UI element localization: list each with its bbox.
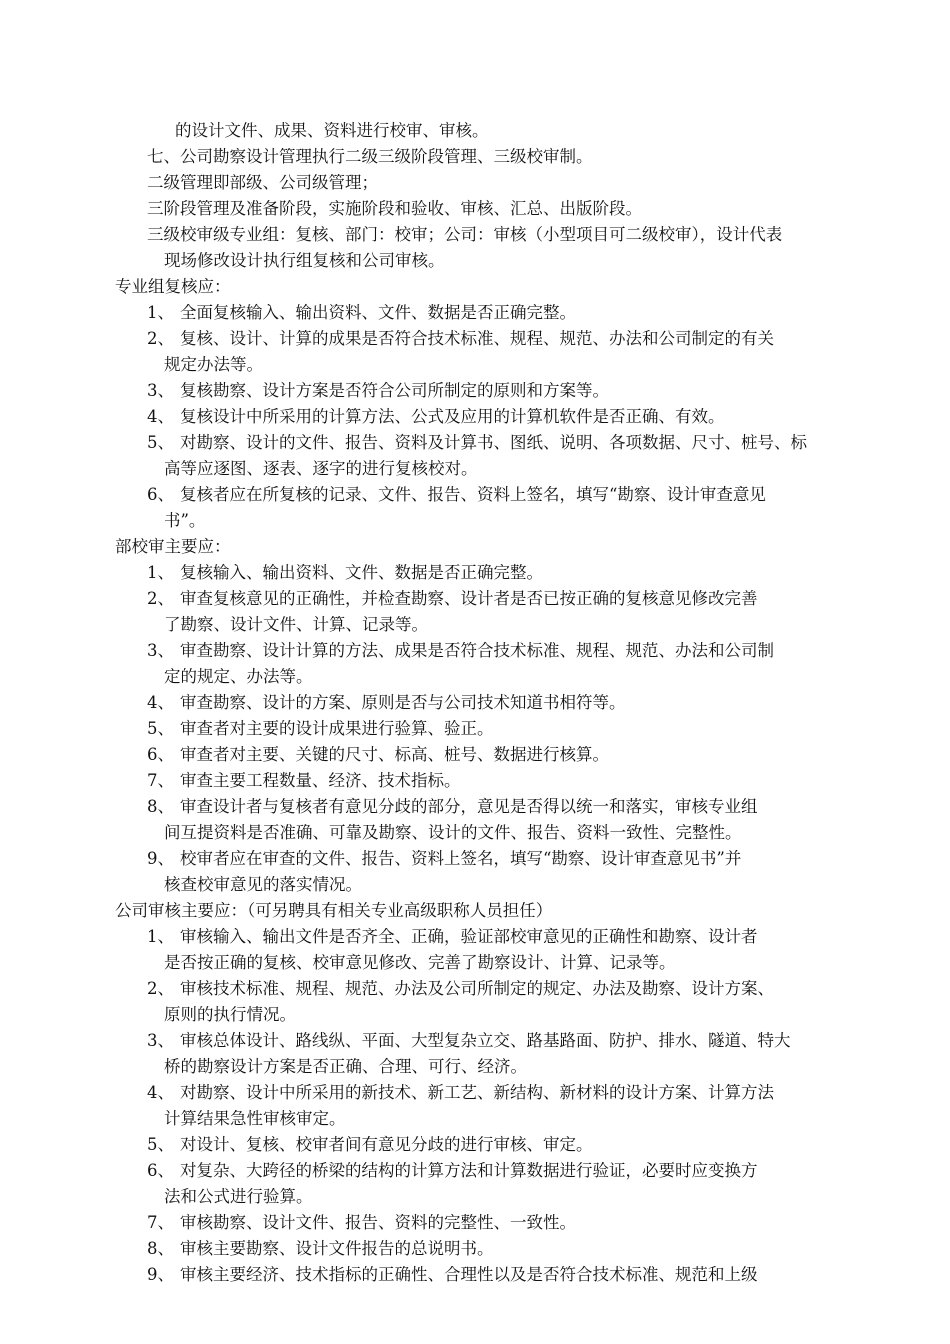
section-heading-dept: 部校审主要应：	[115, 537, 231, 556]
document-page	[0, 118, 950, 1288]
item-text: 校审者应在审查的文件、报告、资料上签名，填写“勘察、设计审查意见书”并	[180, 849, 742, 868]
company-list	[0, 924, 950, 1288]
item-number: 6、	[147, 1161, 174, 1180]
item-number: 4、	[147, 693, 174, 712]
item-number: 3、	[147, 381, 174, 400]
item-number: 3、	[147, 641, 174, 660]
item-text: 审查者对主要、关键的尺寸、标高、桩号、数据进行核算。	[180, 745, 609, 764]
item-text: 复核勘察、设计方案是否符合公司所制定的原则和方案等。	[180, 381, 609, 400]
item-text: 审查复核意见的正确性，并检查勘察、设计者是否已按正确的复核意见修改完善	[180, 589, 758, 608]
item-text: 对设计、复核、校审者间有意见分歧的进行审核、审定。	[180, 1135, 593, 1154]
section-heading-company: 公司审核主要应：（可另聘具有相关专业高级职称人员担任）	[115, 901, 553, 920]
item-number: 2、	[147, 589, 174, 608]
list-item	[0, 482, 840, 534]
intro-line-2: 二级管理即部级、公司级管理；	[147, 173, 378, 192]
item-text: 复核者应在所复核的记录、文件、报告、资料上签名，填写“勘察、设计审查意见	[180, 485, 766, 504]
item-text: 审查主要工程数量、经济、技术指标。	[180, 771, 461, 790]
item-text: 审核主要经济、技术指标的正确性、合理性以及是否符合技术标准、规范和上级	[180, 1265, 758, 1284]
review-list	[0, 300, 950, 534]
item-number: 1、	[147, 927, 174, 946]
item-text-cont: 核查校审意见的落实情况。	[164, 875, 362, 894]
item-text-cont: 计算结果急性审核审定。	[164, 1109, 346, 1128]
intro-line-3: 三阶段管理及准备阶段，实施阶段和验收、审核、汇总、出版阶段。	[147, 199, 642, 218]
item-text-cont: 定的规定、办法等。	[164, 667, 313, 686]
item-number: 8、	[147, 797, 174, 816]
item-number: 5、	[147, 1135, 174, 1154]
item-text: 审核总体设计、路线纵、平面、大型复杂立交、路基路面、防护、排水、隧道、特大	[180, 1031, 791, 1050]
list-item	[0, 690, 840, 716]
item-number: 4、	[147, 1083, 174, 1102]
item-number: 9、	[147, 849, 174, 868]
list-item	[0, 638, 840, 690]
item-number: 7、	[147, 1213, 174, 1232]
intro-line-4a: 三级校审级专业组：复核、部门：校审；公司：审核（小型项目可二级校审），设计代表	[147, 225, 783, 244]
intro-line-0: 的设计文件、成果、资料进行校审、审核。	[175, 121, 489, 140]
item-text: 全面复核输入、输出资料、文件、数据是否正确完整。	[180, 303, 576, 322]
list-item	[0, 1080, 840, 1132]
item-text: 复核设计中所采用的计算方法、公式及应用的计算机软件是否正确、有效。	[180, 407, 725, 426]
list-item	[0, 586, 840, 638]
list-item	[0, 1132, 840, 1158]
item-number: 7、	[147, 771, 174, 790]
item-number: 4、	[147, 407, 174, 426]
list-item	[0, 924, 840, 976]
item-text: 对勘察、设计中所采用的新技术、新工艺、新结构、新材料的设计方案、计算方法	[180, 1083, 774, 1102]
item-text: 审核勘察、设计文件、报告、资料的完整性、一致性。	[180, 1213, 576, 1232]
item-number: 2、	[147, 979, 174, 998]
list-item	[0, 560, 840, 586]
item-text-cont: 了勘察、设计文件、计算、记录等。	[164, 615, 428, 634]
item-text: 审查设计者与复核者有意见分歧的部分，意见是否得以统一和落实，审核专业组	[180, 797, 758, 816]
list-item	[0, 326, 840, 378]
list-item	[0, 430, 840, 482]
item-text: 复核输入、输出资料、文件、数据是否正确完整。	[180, 563, 543, 582]
item-text: 对勘察、设计的文件、报告、资料及计算书、图纸、说明、各项数据、尺寸、桩号、标	[180, 433, 807, 452]
list-item	[0, 1236, 840, 1262]
list-item	[0, 742, 840, 768]
list-item	[0, 716, 840, 742]
list-item	[0, 1158, 840, 1210]
intro-line-1: 七、公司勘察设计管理执行二级三级阶段管理、三级校审制。	[147, 147, 593, 166]
list-item	[0, 794, 840, 846]
item-number: 1、	[147, 563, 174, 582]
item-text: 审核输入、输出文件是否齐全、正确，验证部校审意见的正确性和勘察、设计者	[180, 927, 758, 946]
item-number: 2、	[147, 329, 174, 348]
item-text: 审查勘察、设计计算的方法、成果是否符合技术标准、规程、规范、办法和公司制	[180, 641, 774, 660]
dept-list	[0, 560, 950, 898]
item-text-cont: 间互提资料是否准确、可靠及勘察、设计的文件、报告、资料一致性、完整性。	[164, 823, 742, 842]
list-item	[0, 404, 840, 430]
item-number: 8、	[147, 1239, 174, 1258]
item-number: 5、	[147, 719, 174, 738]
item-text-cont: 桥的勘察设计方案是否正确、合理、可行、经济。	[164, 1057, 527, 1076]
list-item	[0, 1028, 840, 1080]
list-item	[0, 300, 840, 326]
intro-line-4b: 现场修改设计执行组复核和公司审核。	[164, 251, 445, 270]
item-text-cont: 法和公式进行验算。	[164, 1187, 313, 1206]
list-item	[0, 1210, 840, 1236]
item-text-cont: 是否按正确的复核、校审意见修改、完善了勘察设计、计算、记录等。	[164, 953, 676, 972]
item-text: 审查勘察、设计的方案、原则是否与公司技术知道书相符等。	[180, 693, 626, 712]
item-text-cont: 原则的执行情况。	[164, 1005, 296, 1024]
item-text: 复核、设计、计算的成果是否符合技术标准、规程、规范、办法和公司制定的有关	[180, 329, 774, 348]
item-number: 9、	[147, 1265, 174, 1284]
item-text-cont: 书”。	[164, 511, 206, 530]
item-text: 对复杂、大跨径的桥梁的结构的计算方法和计算数据进行验证，必要时应变换方	[180, 1161, 758, 1180]
item-number: 5、	[147, 433, 174, 452]
item-text: 审核主要勘察、设计文件报告的总说明书。	[180, 1239, 494, 1258]
item-text-cont: 规定办法等。	[164, 355, 263, 374]
list-item	[0, 976, 840, 1028]
item-number: 6、	[147, 485, 174, 504]
list-item	[0, 846, 840, 898]
item-number: 1、	[147, 303, 174, 322]
item-text: 审核技术标准、规程、规范、办法及公司所制定的规定、办法及勘察、设计方案、	[180, 979, 774, 998]
list-item	[0, 378, 840, 404]
list-item	[0, 768, 840, 794]
item-text-cont: 高等应逐图、逐表、逐字的进行复核校对。	[164, 459, 478, 478]
item-number: 3、	[147, 1031, 174, 1050]
section-heading-review: 专业组复核应：	[115, 277, 231, 296]
list-item	[0, 1262, 840, 1288]
item-number: 6、	[147, 745, 174, 764]
item-text: 审查者对主要的设计成果进行验算、验正。	[180, 719, 494, 738]
